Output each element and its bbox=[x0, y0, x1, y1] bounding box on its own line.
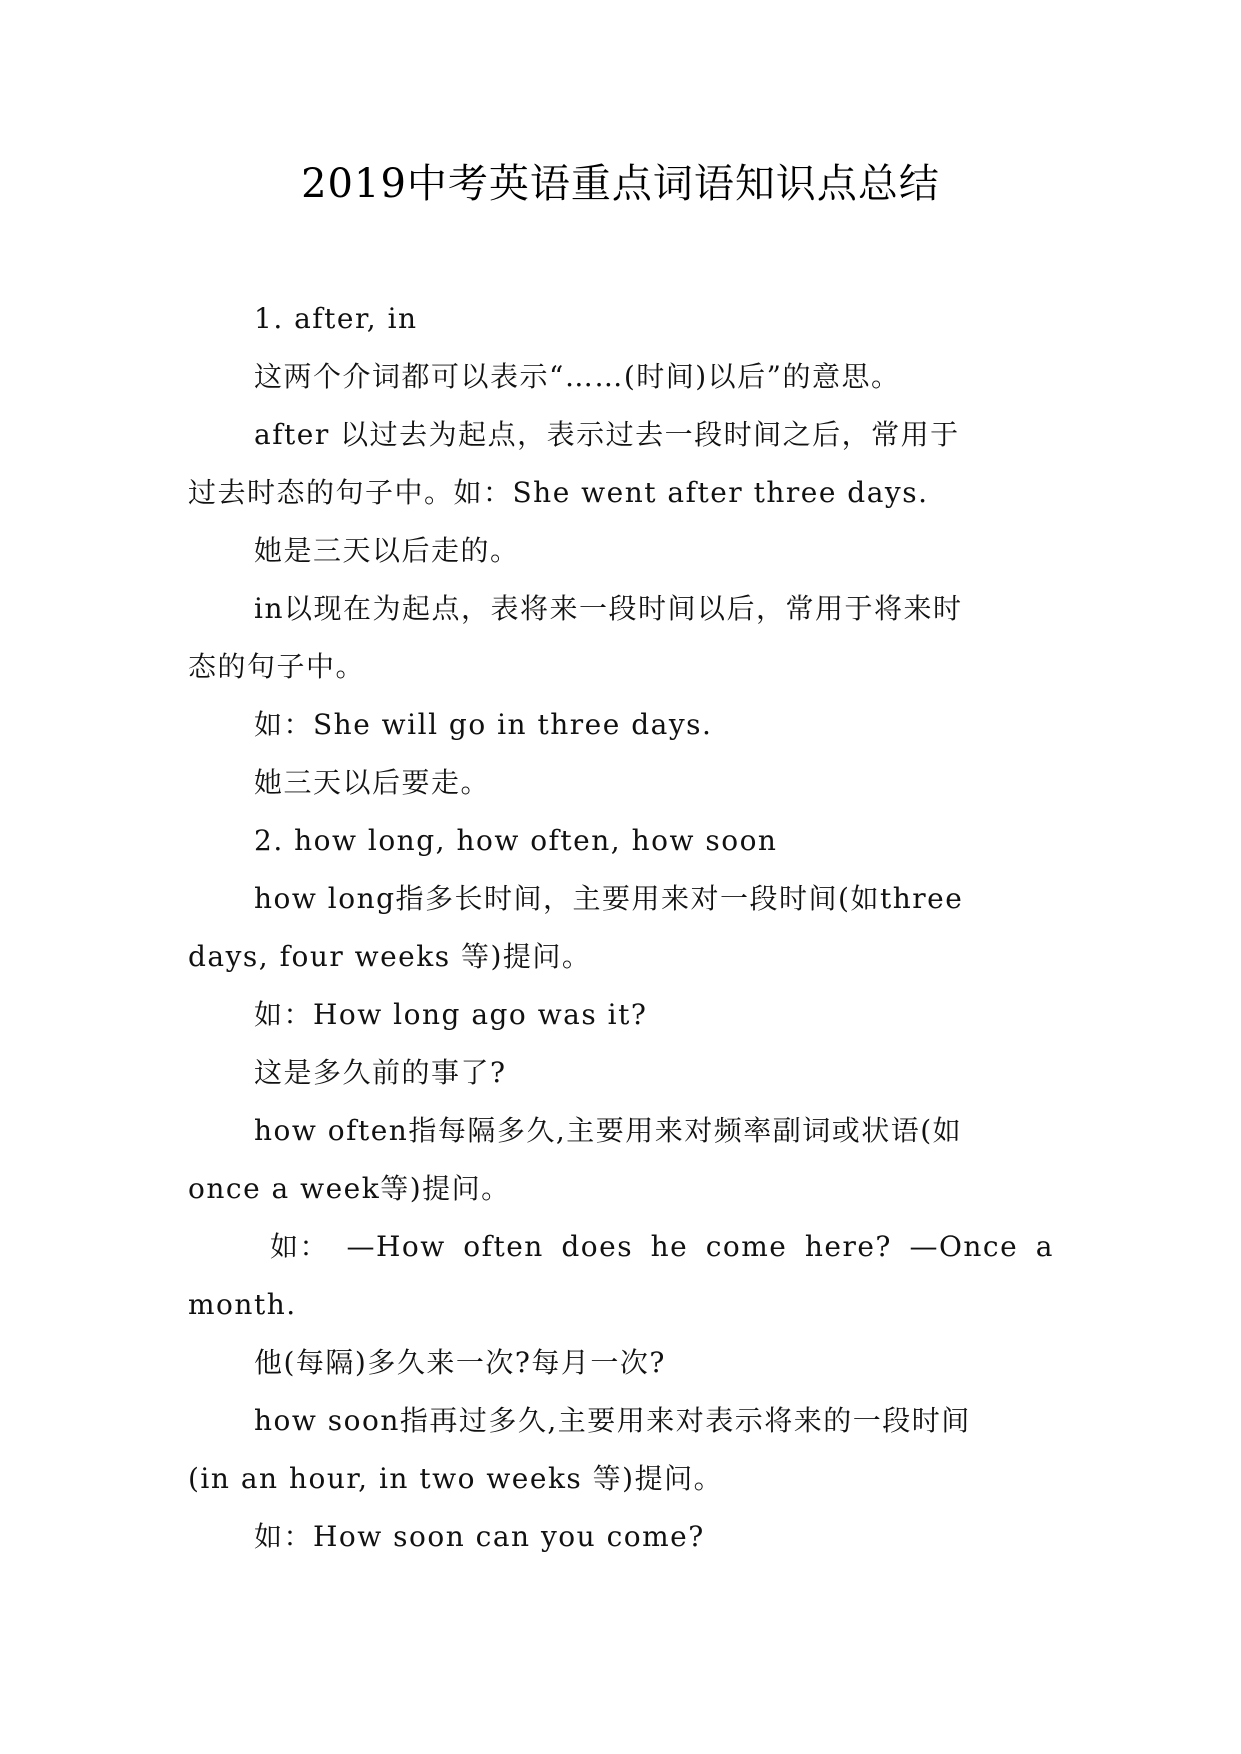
word: —How bbox=[346, 1230, 446, 1263]
section-heading: 2. how long, how often, how soon bbox=[254, 824, 778, 857]
word: often bbox=[463, 1230, 544, 1263]
paragraph-line: in以现在为起点，表将来一段时间以后，常用于将来时 bbox=[254, 592, 963, 625]
paragraph-line: 他(每隔)多久来一次?每月一次? bbox=[254, 1346, 666, 1379]
justified-paragraph-line bbox=[188, 1218, 1054, 1276]
paragraph-line: days, four weeks 等)提问。 bbox=[188, 940, 592, 973]
paragraph-line: 她是三天以后走的。 bbox=[254, 534, 520, 567]
paragraph-line: 如：How long ago was it? bbox=[254, 998, 648, 1031]
paragraph-line: (in an hour, in two weeks 等)提问。 bbox=[188, 1462, 724, 1495]
paragraph-line: how long指多长时间，主要用来对一段时间(如three bbox=[254, 882, 964, 915]
paragraph-line: once a week等)提问。 bbox=[188, 1172, 511, 1205]
word: does bbox=[561, 1230, 634, 1263]
paragraph-line: how often指每隔多久,主要用来对频率副词或状语(如 bbox=[254, 1114, 963, 1147]
document-body bbox=[188, 290, 1054, 1566]
paragraph-line: how soon指再过多久,主要用来对表示将来的一段时间 bbox=[254, 1404, 971, 1437]
word: here? bbox=[804, 1230, 892, 1263]
word: a bbox=[1035, 1230, 1054, 1263]
word: 如： bbox=[270, 1230, 330, 1263]
paragraph-line: 这是多久前的事了? bbox=[254, 1056, 507, 1089]
paragraph-line: 这两个介词都可以表示“……(时间)以后”的意思。 bbox=[254, 360, 901, 393]
paragraph-line: 如：She will go in three days. bbox=[254, 708, 713, 741]
word: —Once bbox=[909, 1230, 1019, 1263]
paragraph-line: 态的句子中。 bbox=[188, 650, 366, 683]
paragraph-line: month. bbox=[188, 1288, 297, 1321]
paragraph-line: 如：How soon can you come? bbox=[254, 1520, 705, 1553]
page-title: 2019中考英语重点词语知识点总结 bbox=[301, 161, 940, 207]
word: he bbox=[650, 1230, 689, 1263]
section-heading: 1. after, in bbox=[254, 302, 418, 335]
word: come bbox=[705, 1230, 788, 1263]
paragraph-line: 过去时态的句子中。如：She went after three days. bbox=[188, 476, 929, 509]
paragraph-line: after 以过去为起点，表示过去一段时间之后，常用于 bbox=[254, 418, 960, 451]
paragraph-line: 她三天以后要走。 bbox=[254, 766, 491, 799]
